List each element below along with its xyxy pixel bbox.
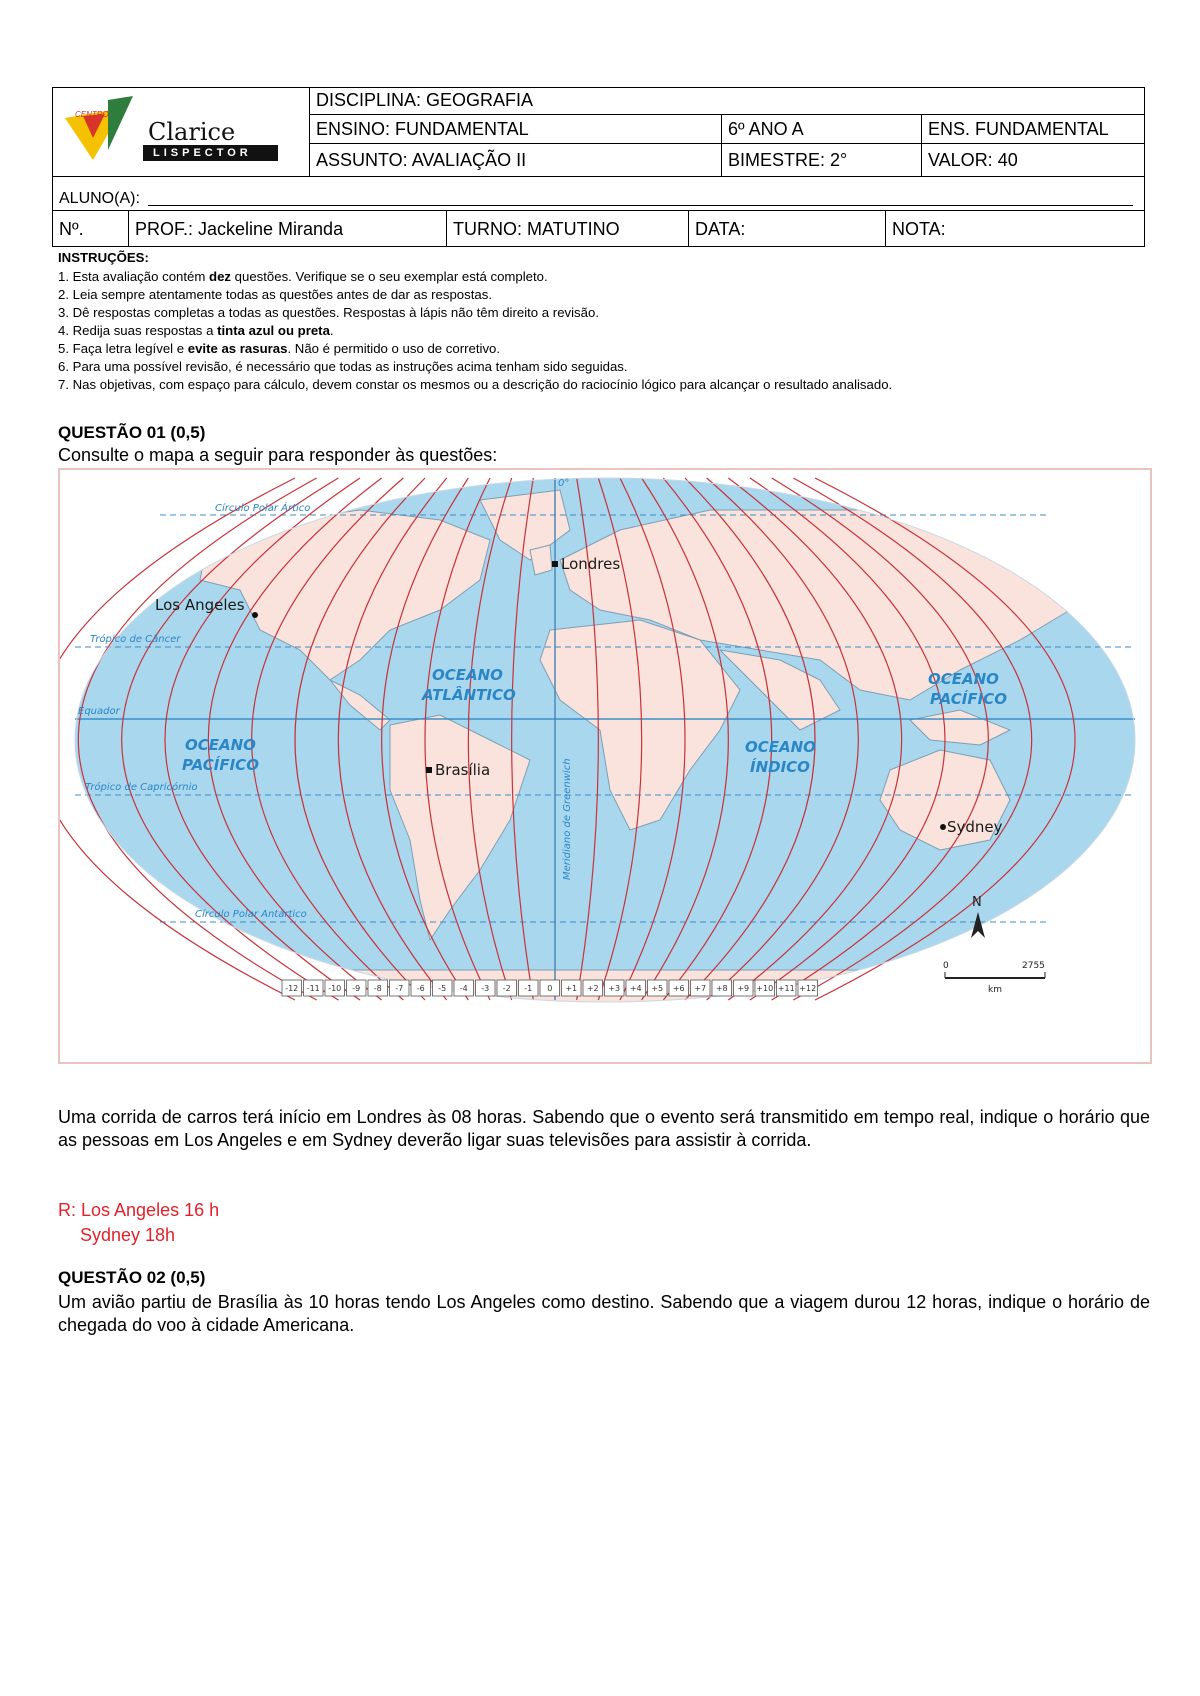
- instruction-7: 7. Nas objetivas, com espaço para cálculo, devem constar os mesmos ou a descrição do raciocínio lógico para alcançar o resultado analisado.: [58, 377, 893, 392]
- indian-label-2: ÍNDICO: [750, 758, 810, 776]
- timezone-label: -11: [306, 984, 320, 993]
- timezone-label: +2: [586, 984, 599, 993]
- world-timezone-map: [58, 468, 1152, 1064]
- numero-cell: Nº.: [53, 210, 128, 246]
- timezone-label: +8: [715, 984, 728, 993]
- instruction-4: 4. Redija suas respostas a tinta azul ou preta.: [58, 323, 334, 338]
- data-cell: DATA:: [688, 210, 885, 246]
- valor-cell: VALOR: 40: [921, 144, 1144, 176]
- timezone-label: +5: [651, 984, 664, 993]
- question-1-answer-sydney: Sydney 18h: [80, 1225, 176, 1245]
- question-1-answer-la: R: Los Angeles 16 h: [58, 1200, 220, 1220]
- logo-name: Clarice: [148, 118, 236, 146]
- atlantic-label-2: ATLÂNTICO: [422, 686, 516, 704]
- instruction-1: 1. Esta avaliação contém dez questões. Verifique se o seu exemplar está completo.: [58, 269, 548, 284]
- brasilia-label: Brasília: [435, 761, 491, 779]
- timezone-label: -2: [502, 984, 511, 993]
- antartic-label: Círculo Polar Antártico: [195, 909, 307, 920]
- instruction-2: 2. Leia sempre atentamente todas as questões antes de dar as respostas.: [58, 287, 492, 302]
- brasilia-marker: [426, 767, 432, 773]
- map-svg: [60, 470, 1150, 1062]
- ens-cell: ENS. FUNDAMENTAL: [921, 115, 1144, 144]
- timezone-label: -10: [328, 984, 342, 993]
- assunto-cell: ASSUNTO: AVALIAÇÃO II: [309, 144, 721, 176]
- ano-cell: 6º ANO A: [721, 115, 921, 144]
- timezone-label: -5: [438, 984, 447, 993]
- question-2-title: QUESTÃO 02 (0,5): [58, 1268, 206, 1287]
- instructions-title: INSTRUÇÕES:: [58, 250, 149, 265]
- timezone-label: +4: [629, 984, 642, 993]
- sydney-marker: [940, 824, 946, 830]
- ensino-cell: ENSINO: FUNDAMENTAL: [309, 115, 721, 144]
- question-1-text: Uma corrida de carros terá início em Londres às 08 horas. Sabendo que o evento será transmitido em tempo real, indique o horário que as pessoas em Los Angeles e em Sydney deverão ligar suas televisões para assistir à corrida.: [58, 1107, 1150, 1150]
- question-2-text: Um avião partiu de Brasília às 10 horas tendo Los Angeles como destino. Sabendo que a viagem durou 12 horas, indique o horário de chegada do voo à cidade Americana.: [58, 1292, 1150, 1335]
- pacific-w-label-1: OCEANO: [185, 736, 256, 754]
- timezone-label: 0: [547, 984, 553, 993]
- timezone-label: +6: [672, 984, 685, 993]
- greenwich-label: Meridiano de Greenwich: [562, 758, 573, 880]
- scale-unit: km: [988, 985, 1002, 995]
- bimestre-cell: BIMESTRE: 2°: [721, 144, 921, 176]
- atlantic-label-1: OCEANO: [432, 666, 503, 684]
- aluno-line: [148, 205, 1133, 206]
- timezone-label: +1: [565, 984, 578, 993]
- artic-label: Círculo Polar Ártico: [215, 503, 311, 514]
- indian-label-1: OCEANO: [745, 738, 816, 756]
- turno-cell: TURNO: MATUTINO: [446, 210, 688, 246]
- timezone-label: -8: [373, 984, 382, 993]
- scale-max: 2755: [1022, 961, 1045, 971]
- timezone-label: +12: [799, 984, 817, 993]
- timezone-label: -9: [352, 984, 361, 993]
- timezone-label: +11: [777, 984, 795, 993]
- timezone-label: +9: [737, 984, 750, 993]
- header-table: [52, 87, 1145, 247]
- disciplina-cell: DISCIPLINA: GEOGRAFIA: [309, 88, 1144, 115]
- scale-zero: 0: [943, 961, 949, 971]
- londres-marker: [552, 561, 558, 567]
- question-1-intro: Consulte o mapa a seguir para responder às questões:: [58, 445, 498, 465]
- pacific-e-label-2: PACÍFICO: [930, 690, 1007, 708]
- zero-label: 0°: [558, 478, 570, 489]
- los-angeles-label: Los Angeles: [155, 596, 245, 614]
- equator-label: Equador: [78, 706, 120, 717]
- los-angeles-marker: [252, 612, 258, 618]
- timezone-label: -12: [285, 984, 299, 993]
- logo-subname: LISPECTOR: [153, 147, 252, 159]
- capricornio-label: Trópico de Capricórnio: [85, 782, 198, 793]
- timezone-label: -3: [481, 984, 490, 993]
- logo-small-text: CENTRO: [75, 110, 109, 119]
- school-logo: [53, 88, 308, 180]
- instruction-6: 6. Para uma possível revisão, é necessário que todas as instruções acima tenham sido seguidas.: [58, 359, 628, 374]
- timezone-label: +10: [756, 984, 774, 993]
- instruction-5: 5. Faça letra legível e evite as rasuras. Não é permitido o uso de corretivo.: [58, 341, 501, 356]
- timezone-label: +7: [694, 984, 707, 993]
- timezone-label: +3: [608, 984, 621, 993]
- nota-cell: NOTA:: [885, 210, 1144, 246]
- aluno-label: ALUNO(A):: [59, 190, 140, 207]
- timezone-scale: [282, 980, 818, 996]
- timezone-label: -6: [416, 984, 425, 993]
- timezone-label: -1: [524, 984, 533, 993]
- pacific-w-label-2: PACÍFICO: [182, 756, 259, 774]
- north-label: N: [972, 895, 982, 910]
- prof-cell: PROF.: Jackeline Miranda: [128, 210, 446, 246]
- timezone-label: -4: [459, 984, 468, 993]
- cancer-label: Trópico de Câncer: [90, 634, 181, 645]
- pacific-e-label-1: OCEANO: [928, 670, 999, 688]
- question-1-title: QUESTÃO 01 (0,5): [58, 423, 206, 442]
- sydney-label: Sydney: [947, 818, 1003, 836]
- timezone-label: -7: [395, 984, 404, 993]
- londres-label: Londres: [561, 555, 621, 573]
- instruction-3: 3. Dê respostas completas a todas as questões. Respostas à lápis não têm direito a revisão.: [58, 305, 599, 320]
